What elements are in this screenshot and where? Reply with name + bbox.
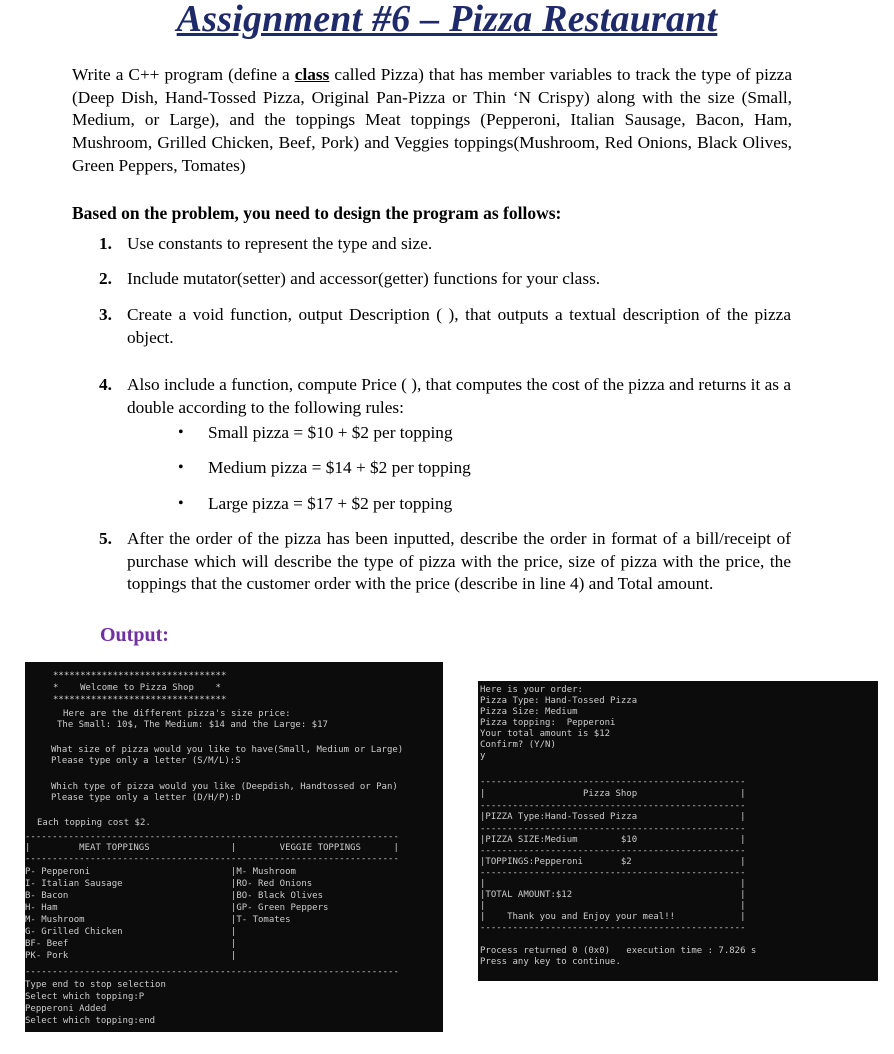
console-line: Please type only a letter (S/M/L):S — [51, 756, 241, 766]
console-line: Which type of pizza would you like (Deepdish, Handtossed or Pan) — [51, 782, 398, 792]
price-rule-item — [178, 493, 452, 515]
console-line: PK- Pork | — [25, 951, 237, 961]
console-line: Select which topping:end — [25, 1016, 156, 1026]
console-line: H- Ham |GP- Green Peppers — [25, 903, 329, 913]
console-order-input — [25, 662, 443, 1032]
console-line: I- Italian Sausage |RO- Red Onions — [25, 879, 313, 889]
requirement-number: 2. — [99, 269, 112, 288]
console-line: |PIZZA Type:Hand-Tossed Pizza | — [480, 812, 746, 822]
console-line: G- Grilled Chicken | — [25, 927, 237, 937]
console-line: Press any key to continue. — [480, 957, 621, 967]
requirement-text: Use constants to represent the type and size. — [127, 234, 433, 253]
output-label: Output: — [100, 624, 169, 646]
console-line: |TOTAL AMOUNT:$12 | — [480, 890, 746, 900]
console-line: Pizza Type: Hand-Tossed Pizza — [480, 696, 638, 706]
console-line: | MEAT TOPPINGS | VEGGIE TOPPINGS | — [25, 843, 399, 853]
console-line: ------------------------------------------------- — [480, 868, 746, 878]
console-line: Pepperoni Added — [25, 1004, 107, 1014]
console-line: The Small: 10$, The Medium: $14 and the Large: $17 — [57, 720, 328, 730]
requirement-item — [99, 233, 791, 256]
console-line: Select which topping:P — [25, 992, 145, 1002]
console-line: M- Mushroom |T- Tomates — [25, 915, 291, 925]
console-line: |PIZZA SIZE:Medium $10 | — [480, 835, 746, 845]
console-line: Pizza Size: Medium — [480, 707, 578, 717]
requirement-item — [99, 528, 791, 596]
requirement-item — [99, 268, 791, 291]
price-rule-text: Small pizza = $10 + $2 per topping — [208, 423, 453, 442]
class-keyword: class — [294, 65, 330, 84]
console-line: P- Pepperoni |M- Mushroom — [25, 867, 296, 877]
console-line: ------------------------------------------------- — [480, 846, 746, 856]
console-line: --------------------------------------------------------------------- — [25, 832, 399, 842]
console-line: ******************************** — [53, 695, 227, 705]
console-line: B- Bacon |BO- Black Olives — [25, 891, 324, 901]
requirement-text: Create a void function, output Description ( ), that outputs a textual description of the pizza object. — [127, 305, 791, 347]
console-line: Confirm? (Y/N) — [480, 740, 556, 750]
price-rule-item — [178, 457, 471, 479]
console-line: ------------------------------------------------- — [480, 824, 746, 834]
console-line: | Thank you and Enjoy your meal!! | — [480, 912, 746, 922]
console-line: --------------------------------------------------------------------- — [25, 967, 399, 977]
console-line: | | — [480, 879, 746, 889]
bullet-icon: • — [178, 459, 184, 476]
requirement-text: After the order of the pizza has been inputted, describe the order in format of a bill/receipt of purchase which will describe the type of pizza with the price, size of pizza with the price, the toppings that the customer order with the price (describe in line 4) and Total amount. — [127, 529, 791, 594]
console-line: Process returned 0 (0x0) execution time : 7.826 s — [480, 946, 757, 956]
price-rule-text: Large pizza = $17 + $2 per topping — [208, 494, 453, 513]
requirement-text: Also include a function, compute Price ( ), that computes the cost of the pizza and returns it as a double according to the following rules: — [127, 375, 791, 417]
page-title: Assignment #6 – Pizza Restaurant — [176, 0, 718, 40]
console-line: ------------------------------------------------- — [480, 801, 746, 811]
requirement-text: Include mutator(setter) and accessor(getter) functions for your class. — [127, 269, 601, 288]
console-line: | | — [480, 901, 746, 911]
console-line: Please type only a letter (D/H/P):D — [51, 793, 241, 803]
console-line: --------------------------------------------------------------------- — [25, 854, 399, 864]
problem-statement — [72, 64, 792, 178]
console-line: y — [480, 751, 486, 761]
console-line: | Pizza Shop | — [480, 789, 746, 799]
bullet-icon: • — [178, 495, 184, 512]
price-rule-item — [178, 422, 453, 444]
requirement-number: 1. — [99, 234, 112, 253]
console-line: Type end to stop selection — [25, 980, 166, 990]
console-receipt — [478, 681, 878, 981]
requirements-heading: Based on the problem, you need to design the program as follows: — [72, 203, 562, 223]
console-line: Pizza topping: Pepperoni — [480, 718, 616, 728]
console-line: Each topping cost $2. — [37, 818, 151, 828]
console-line: ------------------------------------------------- — [480, 777, 746, 787]
bullet-icon: • — [178, 424, 184, 441]
requirement-number: 3. — [99, 305, 112, 324]
console-line: Here are the different pizza's size price: — [63, 709, 291, 719]
requirement-item — [99, 374, 791, 419]
console-line: |TOPPINGS:Pepperoni $2 | — [480, 857, 746, 867]
console-line: * Welcome to Pizza Shop * — [53, 683, 221, 693]
console-line: BF- Beef | — [25, 939, 237, 949]
requirement-number: 4. — [99, 375, 112, 394]
intro-part2: called Pizza) that has member variables to track the type of pizza (Deep Dish, Hand-Tossed Pizza, Original Pan-Pizza or Thin ‘N Crispy) along with the size (Small, Medium, or Large), and the toppings Meat toppings (Pepperoni, Italian Sausage, Bacon, Ham, Mushroom, Grilled Chicken, Beef, Pork) and Veggies toppings(Mushroom, Red Onions, Black Olives, Green Peppers, Tomates) — [72, 65, 792, 175]
console-line: ------------------------------------------------- — [480, 923, 746, 933]
requirement-number: 5. — [99, 529, 112, 548]
intro-part1: Write a C++ program (define a — [72, 65, 295, 84]
console-line: What size of pizza would you like to have(Small, Medium or Large) — [51, 745, 404, 755]
requirement-item — [99, 304, 791, 349]
price-rule-text: Medium pizza = $14 + $2 per topping — [208, 458, 471, 477]
console-line: Here is your order: — [480, 685, 583, 695]
console-line: Your total amount is $12 — [480, 729, 611, 739]
console-line: ******************************** — [53, 671, 227, 681]
